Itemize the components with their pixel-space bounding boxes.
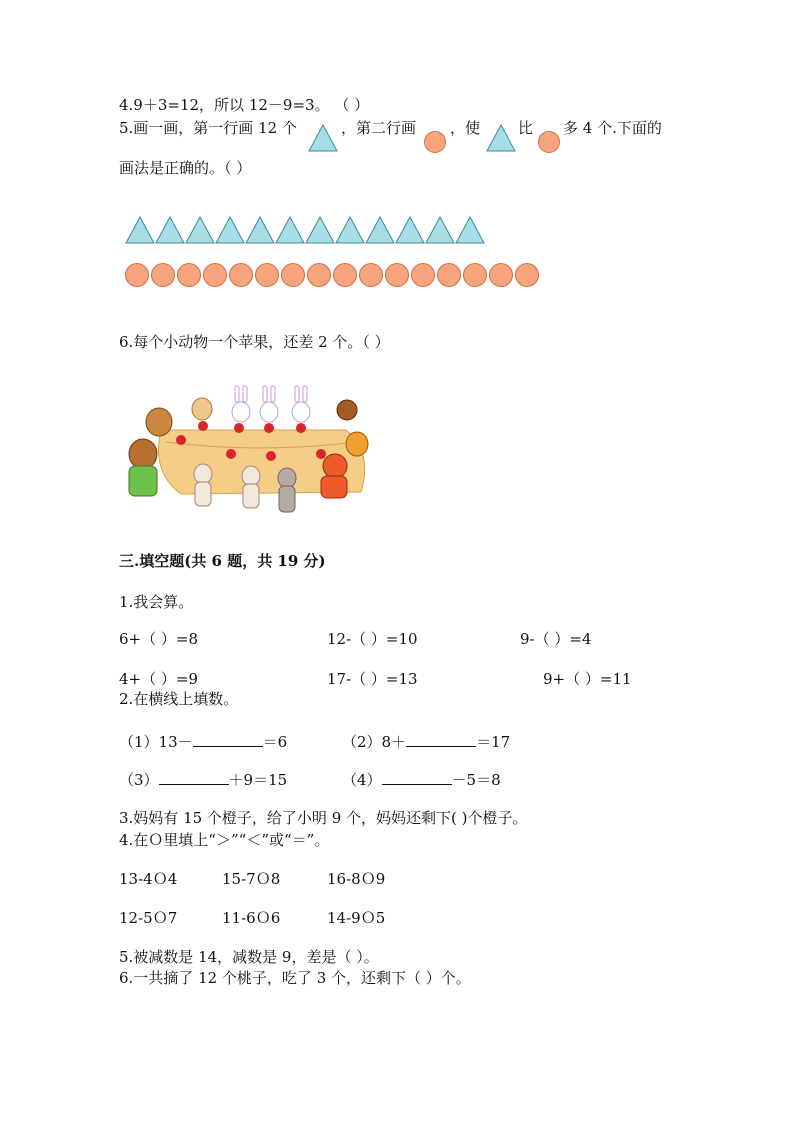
triangle-icon bbox=[305, 216, 335, 244]
circle-icon bbox=[515, 263, 539, 287]
circle-icon bbox=[151, 263, 175, 287]
answer-blank[interactable] bbox=[159, 768, 229, 785]
circle-icon bbox=[177, 263, 201, 287]
circle-icon bbox=[125, 263, 149, 287]
triangle-icon bbox=[308, 124, 338, 152]
circle-icon bbox=[463, 263, 487, 287]
circle-icon bbox=[385, 263, 409, 287]
section-3-title: 三.填空题(共 6 题，共 19 分) bbox=[119, 552, 326, 570]
triangle-icon bbox=[155, 216, 185, 244]
fill-6: 6.一共摘了 12 个桃子，吃了 3 个，还剩下（ ）个。 bbox=[119, 969, 471, 987]
circle-icon bbox=[307, 263, 331, 287]
triangle-icon bbox=[365, 216, 395, 244]
question-5-part4: 比 bbox=[518, 119, 534, 137]
animals-table-illustration bbox=[121, 382, 389, 514]
fill-1-item: 9-（ ）=4 bbox=[520, 630, 592, 648]
fill-1-title: 1.我会算。 bbox=[119, 593, 194, 611]
circle-icon bbox=[538, 131, 560, 153]
fill-2-item-1: （1）13－ ＝6 bbox=[119, 730, 287, 752]
circle-icon bbox=[281, 263, 305, 287]
question-4-judge: 4.9＋3=12，所以 12－9=3。 （ ） bbox=[119, 96, 370, 114]
fill-3: 3.妈妈有 15 个橙子，给了小明 9 个，妈妈还剩下( )个橙子。 bbox=[119, 809, 528, 827]
circle-icon bbox=[229, 263, 253, 287]
triangle-icon bbox=[275, 216, 305, 244]
triangle-icon bbox=[215, 216, 245, 244]
triangle-icon bbox=[245, 216, 275, 244]
fill-1-item: 6+（ ）=8 bbox=[119, 630, 198, 648]
circle-icon bbox=[333, 263, 357, 287]
fill-2-title: 2.在横线上填数。 bbox=[119, 690, 239, 708]
circle-icon bbox=[489, 263, 513, 287]
circle-icon bbox=[255, 263, 279, 287]
fill-4-item: 15-7Ｏ8 bbox=[222, 870, 281, 888]
triangle-icon bbox=[185, 216, 215, 244]
circle-icon bbox=[359, 263, 383, 287]
fill-4-title: 4.在Ｏ里填上“＞”“＜”或“＝”。 bbox=[119, 831, 330, 849]
fill-1-item: 4+（ ）=9 bbox=[119, 670, 198, 688]
question-5-line2: 画法是正确的。（ ） bbox=[119, 159, 252, 177]
triangle-icon bbox=[395, 216, 425, 244]
answer-blank[interactable] bbox=[382, 768, 452, 785]
fill-4-item: 14-9Ｏ5 bbox=[327, 909, 386, 927]
triangle-icon bbox=[125, 216, 155, 244]
circle-icon bbox=[437, 263, 461, 287]
triangle-icon bbox=[425, 216, 455, 244]
fill-4-item: 11-6Ｏ6 bbox=[222, 909, 281, 927]
fill-4-item: 13-4Ｏ4 bbox=[119, 870, 178, 888]
fill-2-item-4: （4） －5＝8 bbox=[342, 768, 501, 790]
question-5-part3: ，使 bbox=[450, 119, 481, 137]
question-5-part5: 多 4 个.下面的 bbox=[563, 119, 662, 137]
circle-icon bbox=[203, 263, 227, 287]
answer-blank[interactable] bbox=[406, 730, 476, 747]
question-6-judge: 6.每个小动物一个苹果，还差 2 个。（ ） bbox=[119, 333, 390, 351]
triangle-icon bbox=[486, 124, 516, 152]
circle-icon bbox=[411, 263, 435, 287]
fill-5: 5.被减数是 14，减数是 9，差是（ ）。 bbox=[119, 948, 379, 966]
triangle-icon bbox=[455, 216, 485, 244]
fill-4-item: 12-5Ｏ7 bbox=[119, 909, 178, 927]
fill-1-item: 9+（ ）=11 bbox=[543, 670, 632, 688]
fill-2-item-2: （2）8＋ ＝17 bbox=[342, 730, 510, 752]
triangle-row bbox=[125, 216, 485, 244]
triangle-icon bbox=[335, 216, 365, 244]
question-5-part1: 5.画一画，第一行画 12 个 bbox=[119, 119, 297, 137]
question-5-part2: ，第二行画 bbox=[341, 119, 417, 137]
answer-blank[interactable] bbox=[193, 730, 263, 747]
fill-1-item: 12-（ ）=10 bbox=[327, 630, 418, 648]
circle-icon bbox=[424, 131, 446, 153]
fill-4-item: 16-8Ｏ9 bbox=[327, 870, 386, 888]
fill-2-item-3: （3） ＋9＝15 bbox=[119, 768, 287, 790]
circle-row bbox=[125, 263, 541, 287]
fill-1-item: 17-（ ）=13 bbox=[327, 670, 418, 688]
